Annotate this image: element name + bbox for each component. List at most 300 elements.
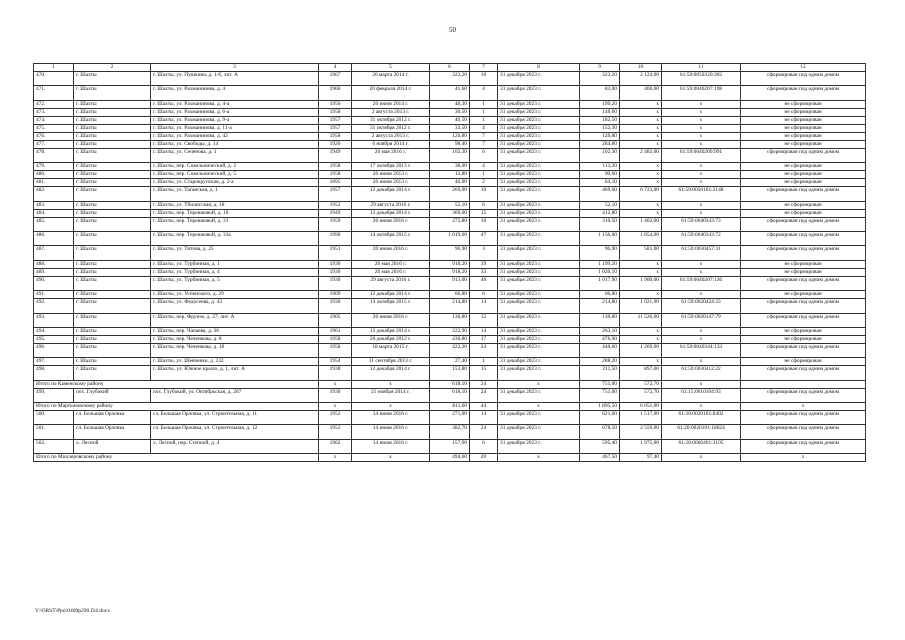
- table-cell: 31 декабря 2023 г.: [498, 231, 580, 245]
- table-cell: 471.: [34, 86, 74, 100]
- table-cell: х: [620, 108, 662, 116]
- table-cell: 182,50: [580, 116, 620, 124]
- table-cell: не сформирован: [741, 179, 866, 187]
- table-cell: 14 июня 2016 г.: [352, 411, 430, 425]
- table-cell: сформирован под одним домом: [741, 72, 866, 86]
- table-cell: 39: [470, 260, 498, 268]
- table-cell: 494.: [34, 327, 74, 335]
- table-cell: 61:20:0020101:18624: [662, 425, 741, 439]
- table-cell: 469,60: [580, 187, 620, 201]
- table-cell: 222,90: [430, 327, 470, 335]
- table-row: [34, 201, 866, 209]
- table-row: [34, 171, 866, 179]
- table-cell: 595,40: [580, 439, 620, 453]
- table-cell: 477.: [34, 140, 74, 148]
- table-cell: х: [662, 132, 741, 140]
- table-cell: 1 854,00: [620, 231, 662, 245]
- table-cell: сформирован под одним домом: [741, 411, 866, 425]
- column-header: 10: [620, 64, 662, 72]
- table-cell: не сформирован: [741, 358, 866, 366]
- table-cell: 400,00: [620, 86, 662, 100]
- table-cell: 1949: [319, 209, 352, 217]
- table-cell: 1 462,00: [620, 217, 662, 231]
- table-cell: сформирован под одним домом: [741, 187, 866, 201]
- subtotal-cell: х: [352, 454, 430, 462]
- table-row: [34, 163, 866, 171]
- table-cell: не сформирован: [741, 108, 866, 116]
- table-cell: не сформирован: [741, 201, 866, 209]
- table-cell: х: [620, 116, 662, 124]
- table-cell: г. Шахты, ул. Федосеева, д. 43: [151, 299, 319, 313]
- table-cell: 20 июня 2016 г.: [352, 313, 430, 327]
- table-cell: не сформирован: [741, 291, 866, 299]
- table-cell: 31 декабря 2023 г.: [498, 140, 580, 148]
- table-cell: 33: [470, 268, 498, 276]
- table-cell: 31 декабря 2023 г.: [498, 335, 580, 343]
- table-cell: сформирован под одним домом: [741, 231, 866, 245]
- column-header: 9: [580, 64, 620, 72]
- table-cell: г. Шахты: [74, 366, 151, 380]
- table-cell: х: [662, 163, 741, 171]
- table-cell: пос. Глубокий: [74, 388, 151, 402]
- table-cell: 618,10: [430, 388, 470, 402]
- table-cell: 26 марта 2014 г.: [352, 72, 430, 86]
- table-cell: пос. Глубокий, ул. Октябрьская, д. 207: [151, 388, 319, 402]
- table-cell: х: [620, 163, 662, 171]
- table-cell: 485.: [34, 217, 74, 231]
- table-row: [34, 299, 866, 313]
- table-cell: 918,20: [430, 268, 470, 276]
- table-cell: 1958: [319, 343, 352, 357]
- table-cell: 96,90: [580, 246, 620, 260]
- table-cell: 31 декабря 2023 г.: [498, 299, 580, 313]
- table-cell: 157,90: [430, 439, 470, 453]
- table-cell: 6: [470, 291, 498, 299]
- table-cell: г. Шахты: [74, 108, 151, 116]
- table-cell: 31 декабря 2023 г.: [498, 163, 580, 171]
- table-cell: 90,60: [580, 171, 620, 179]
- table-row: [34, 217, 866, 231]
- table-cell: х: [620, 100, 662, 108]
- table-cell: х: [662, 260, 741, 268]
- table-cell: х: [662, 108, 741, 116]
- table-row: [34, 388, 866, 402]
- table-cell: 482.: [34, 187, 74, 201]
- table-cell: 489.: [34, 268, 74, 276]
- table-cell: 31 декабря 2023 г.: [498, 327, 580, 335]
- table-cell: 1 156,00: [580, 231, 620, 245]
- table-cell: г. Шахты: [74, 201, 151, 209]
- table-cell: х: [620, 260, 662, 268]
- table-cell: х: [662, 327, 741, 335]
- table-cell: 46: [470, 276, 498, 290]
- table-cell: 288,20: [580, 358, 620, 366]
- table-cell: 1: [470, 116, 498, 124]
- column-header: 7: [470, 64, 498, 72]
- table-cell: 14 октября 2015 г.: [352, 231, 430, 245]
- table-cell: 61:15:0010104:93: [662, 388, 741, 402]
- table-cell: 1967: [319, 72, 352, 86]
- table-cell: 31 октября 2012 г.: [352, 116, 430, 124]
- table-row: [34, 411, 866, 425]
- table-cell: 2 483,00: [620, 148, 662, 162]
- table-cell: г. Шахты, ул. Рахманинова, д. 42: [151, 132, 319, 140]
- table-cell: 412,80: [580, 209, 620, 217]
- table-cell: х: [662, 140, 741, 148]
- table-cell: 31 декабря 2023 г.: [498, 343, 580, 357]
- table-cell: х: [662, 209, 741, 217]
- table-row: [34, 209, 866, 217]
- table-cell: 478.: [34, 148, 74, 162]
- table-cell: г. Шахты, ул. Рахманинова, д. 11-а: [151, 124, 319, 132]
- table-cell: 17: [470, 335, 498, 343]
- table-cell: не сформирован: [741, 171, 866, 179]
- table-row: [34, 366, 866, 380]
- table-cell: г. Шахты: [74, 72, 151, 86]
- table-cell: г. Шахты: [74, 246, 151, 260]
- table-cell: 6 ноября 2014 г.: [352, 140, 430, 148]
- table-cell: г. Шахты: [74, 100, 151, 108]
- table-cell: г. Шахты: [74, 179, 151, 187]
- table-cell: сформирован под одним домом: [741, 217, 866, 231]
- table-cell: х: [620, 335, 662, 343]
- table-cell: 146,60: [580, 108, 620, 116]
- table-cell: 491.: [34, 291, 74, 299]
- table-cell: 502.: [34, 439, 74, 453]
- table-cell: г. Шахты, пер. Чеченкова, д. 18: [151, 343, 319, 357]
- table-cell: 31 октября 2012 г.: [352, 124, 430, 132]
- table-cell: 66,80: [430, 291, 470, 299]
- table-cell: 1 975,00: [620, 439, 662, 453]
- table-row: [34, 358, 866, 366]
- table-cell: г. Шахты: [74, 299, 151, 313]
- table-cell: 751,00: [580, 388, 620, 402]
- table-cell: сл. Большая Орловка, ул. Строительная, д. 11: [151, 411, 319, 425]
- table-cell: 15: [470, 209, 498, 217]
- subtotal-label: Итого по Мартыновскому району: [34, 403, 319, 411]
- table-cell: г. Шахты, ул. Титова, д. 25: [151, 246, 319, 260]
- table-cell: 1938: [319, 366, 352, 380]
- table-cell: г. Шахты: [74, 148, 151, 162]
- table-cell: 487.: [34, 246, 74, 260]
- table-cell: г. Шахты: [74, 217, 151, 231]
- column-header: 2: [74, 64, 151, 72]
- table-cell: г. Шахты: [74, 132, 151, 140]
- table-cell: х: [662, 124, 741, 132]
- subtotal-row: [34, 454, 866, 462]
- table-cell: 61:59:0040344:133: [662, 343, 741, 357]
- table-cell: 41,60: [430, 86, 470, 100]
- table-cell: 483.: [34, 201, 74, 209]
- table-row: [34, 124, 866, 132]
- table-cell: 369,60: [430, 209, 470, 217]
- table-cell: 61:59:0050320:302: [662, 72, 741, 86]
- table-cell: 31 декабря 2023 г.: [498, 86, 580, 100]
- table-cell: 1960: [319, 86, 352, 100]
- table-cell: 1958: [319, 335, 352, 343]
- table-cell: сформирован под одним домом: [741, 246, 866, 260]
- table-row: [34, 187, 866, 201]
- table-cell: 31 декабря 2023 г.: [498, 209, 580, 217]
- table-cell: г. Шахты, ул. Тбилисская, д. 18: [151, 201, 319, 209]
- table-cell: сл. Большая Орловка: [74, 425, 151, 439]
- subtotal-cell: х: [319, 380, 352, 388]
- table-cell: 422,30: [430, 343, 470, 357]
- table-cell: 1: [470, 171, 498, 179]
- table-cell: г. Шахты: [74, 187, 151, 201]
- table-cell: 52,10: [580, 201, 620, 209]
- table-cell: 214,80: [430, 299, 470, 313]
- table-cell: 572,70: [620, 388, 662, 402]
- table-cell: 472.: [34, 100, 74, 108]
- table-cell: 271,00: [430, 411, 470, 425]
- table-cell: х: [620, 268, 662, 276]
- table-cell: 1951: [319, 246, 352, 260]
- table-row: [34, 425, 866, 439]
- footer-path: Y:\ORST\Ppo\0409p290.f24.docx: [35, 608, 110, 614]
- table-row: [34, 72, 866, 86]
- table-cell: 61:59:0040343:73: [662, 217, 741, 231]
- table-cell: сформирован под одним домом: [741, 148, 866, 162]
- table-cell: 1905: [319, 313, 352, 327]
- table-cell: 1958: [319, 132, 352, 140]
- subtotal-label: Итого по Миллеровскому району: [34, 454, 319, 462]
- table-cell: 17 октября 2013 г.: [352, 163, 430, 171]
- table-cell: сформирован под одним домом: [741, 366, 866, 380]
- table-cell: 488.: [34, 260, 74, 268]
- subtotal-row: [34, 403, 866, 411]
- table-cell: 2 124,00: [620, 72, 662, 86]
- table-cell: х: [662, 268, 741, 276]
- table-cell: 61:59:0040343:72: [662, 231, 741, 245]
- table-cell: 31 декабря 2023 г.: [498, 217, 580, 231]
- table-cell: 20 июня 2013 г.: [352, 179, 430, 187]
- table-cell: 26 декабря 2012 г.: [352, 335, 430, 343]
- table-cell: 46,00: [430, 179, 470, 187]
- table-cell: 61:59:0020424:23: [662, 299, 741, 313]
- table-cell: г. Шахты, пер. Сокольнический, д. 2: [151, 163, 319, 171]
- subtotal-cell: х: [662, 454, 741, 462]
- table-cell: 1952: [319, 201, 352, 209]
- table-cell: 61:59:0020147:79: [662, 313, 741, 327]
- table-cell: х: [662, 335, 741, 343]
- subtotal-cell: х: [498, 403, 580, 411]
- table-cell: г. Шахты: [74, 124, 151, 132]
- table-cell: 64,10: [580, 179, 620, 187]
- table-cell: 484.: [34, 209, 74, 217]
- table-cell: 1954: [319, 358, 352, 366]
- table-cell: 1: [470, 358, 498, 366]
- table-cell: г. Шахты, пер. Терешковой, д. 33а: [151, 231, 319, 245]
- table-cell: 480.: [34, 171, 74, 179]
- table-cell: 48,30: [430, 100, 470, 108]
- table-cell: 24: [470, 388, 498, 402]
- table-cell: х: [620, 327, 662, 335]
- table-cell: 1 026,10: [580, 268, 620, 276]
- table-cell: 24: [470, 425, 498, 439]
- table-cell: г. Шахты, ул. Турбинная, д. 5: [151, 276, 319, 290]
- table-cell: 1930: [319, 388, 352, 402]
- table-row: [34, 327, 866, 335]
- table-cell: не сформирован: [741, 124, 866, 132]
- table-cell: сл. Большая Орловка: [74, 411, 151, 425]
- table-cell: 61:59:0040207:136: [662, 276, 741, 290]
- table-cell: х: [620, 132, 662, 140]
- table-cell: 31 декабря 2023 г.: [498, 246, 580, 260]
- table-cell: х: [620, 358, 662, 366]
- table-cell: г. Шахты, ул. Рахманинова, д. 4-а: [151, 100, 319, 108]
- table-cell: 499.: [34, 388, 74, 402]
- table-cell: 24: [470, 343, 498, 357]
- column-header: 12: [741, 64, 866, 72]
- table-cell: 1958: [319, 171, 352, 179]
- table-cell: 31 декабря 2023 г.: [498, 148, 580, 162]
- table-cell: г. Шахты, ул. Старокрупская, д. 2-а: [151, 179, 319, 187]
- subtotal-cell: х: [319, 403, 352, 411]
- table-cell: 31 декабря 2023 г.: [498, 388, 580, 402]
- table-cell: 473.: [34, 108, 74, 116]
- table-cell: 31 декабря 2023 г.: [498, 187, 580, 201]
- table-cell: х: [620, 179, 662, 187]
- table-row: [34, 108, 866, 116]
- table-cell: г. Шахты, пер. Чеченкова, д. 8: [151, 335, 319, 343]
- table-cell: х: [620, 124, 662, 132]
- table-cell: 33,50: [430, 124, 470, 132]
- table-cell: 1952: [319, 425, 352, 439]
- table-cell: 6: [470, 439, 498, 453]
- table-cell: г. Шахты, ул. Рахманинова, д. 9-а: [151, 116, 319, 124]
- table-cell: 4: [470, 124, 498, 132]
- table-cell: 1: [470, 100, 498, 108]
- table-cell: 479.: [34, 163, 74, 171]
- table-cell: 61:59:0030457:31: [662, 246, 741, 260]
- table-cell: 4: [470, 163, 498, 171]
- table-cell: г. Шахты, ул. Свободы, д. 14: [151, 140, 319, 148]
- table-cell: 1962: [319, 439, 352, 453]
- table-cell: 493.: [34, 313, 74, 327]
- table-cell: 14: [470, 299, 498, 313]
- page-number: 50: [449, 26, 456, 34]
- table-cell: 27,40: [430, 358, 470, 366]
- table-row: [34, 335, 866, 343]
- table-row: [34, 140, 866, 148]
- table-cell: 1959: [319, 217, 352, 231]
- table-cell: 31 декабря 2023 г.: [498, 171, 580, 179]
- table-cell: 12 декабря 2014 г.: [352, 209, 430, 217]
- table-cell: 2 августа 2013 г.: [352, 132, 430, 140]
- table-cell: 120,80: [580, 132, 620, 140]
- subtotal-row: [34, 380, 866, 388]
- table-cell: 1 517,00: [620, 411, 662, 425]
- table-cell: 113,30: [580, 163, 620, 171]
- table-cell: 152,30: [580, 124, 620, 132]
- table-cell: 61:59:0050101:2148: [662, 187, 741, 201]
- table-cell: 1952: [319, 411, 352, 425]
- table-cell: г. Шахты: [74, 358, 151, 366]
- table-cell: 31 декабря 2023 г.: [498, 358, 580, 366]
- table-row: [34, 291, 866, 299]
- table-cell: сформирован под одним домом: [741, 313, 866, 327]
- table-cell: 31 декабря 2023 г.: [498, 116, 580, 124]
- table-cell: г. Шахты: [74, 276, 151, 290]
- table-cell: 102,30: [430, 148, 470, 162]
- table-cell: г. Шахты, ул. Успенского, д. 29: [151, 291, 319, 299]
- table-cell: 31 декабря 2023 г.: [498, 124, 580, 132]
- table-cell: х. Лесной, пер. Степной, д. 4: [151, 439, 319, 453]
- table-cell: 31 декабря 2023 г.: [498, 276, 580, 290]
- table-cell: 621,60: [580, 411, 620, 425]
- table-cell: не сформирован: [741, 260, 866, 268]
- table-cell: г. Шахты, ул. Турбинная, д. 4: [151, 268, 319, 276]
- table-cell: сформирован под одним домом: [741, 299, 866, 313]
- table-row: [34, 260, 866, 268]
- table-cell: 61:59:0040209:991: [662, 148, 741, 162]
- table-cell: 2: [470, 179, 498, 187]
- subtotal-cell: 1 895,50: [580, 403, 620, 411]
- table-cell: сформирован под одним домом: [741, 86, 866, 100]
- table-cell: 14 октября 2015 г.: [352, 299, 430, 313]
- table-cell: не сформирован: [741, 140, 866, 148]
- table-cell: 2 августа 2013 г.: [352, 108, 430, 116]
- table-cell: 31 декабря 2023 г.: [498, 201, 580, 209]
- table-cell: 20 июня 2013 г.: [352, 171, 430, 179]
- table-cell: 61:20:0020101:8402: [662, 411, 741, 425]
- table-cell: 1 021,00: [620, 299, 662, 313]
- column-header: 1: [34, 64, 74, 72]
- table-cell: 497.: [34, 358, 74, 366]
- table-cell: 918,20: [430, 260, 470, 268]
- table-cell: 1949: [319, 148, 352, 162]
- table-cell: х: [620, 291, 662, 299]
- table-cell: 15: [470, 366, 498, 380]
- table-cell: 7: [470, 132, 498, 140]
- table-cell: 11 526,00: [620, 313, 662, 327]
- table-cell: 1909: [319, 291, 352, 299]
- table-cell: сформирован под одним домом: [741, 388, 866, 402]
- subtotal-cell: [741, 380, 866, 388]
- table-cell: 14: [470, 327, 498, 335]
- table-cell: 430,80: [430, 335, 470, 343]
- table-row: [34, 439, 866, 453]
- table-cell: сформирован под одним домом: [741, 439, 866, 453]
- table-cell: г. Шахты: [74, 327, 151, 335]
- table-row: [34, 246, 866, 260]
- table-cell: не сформирован: [741, 100, 866, 108]
- table-cell: 20 июня 2016 г.: [352, 246, 430, 260]
- table-cell: 495.: [34, 335, 74, 343]
- table-cell: 16: [470, 217, 498, 231]
- table-cell: 14 июня 2016 г.: [352, 439, 430, 453]
- table-cell: 211,50: [580, 366, 620, 380]
- table-cell: 12 декабря 2014 г.: [352, 366, 430, 380]
- table-cell: 6: [470, 201, 498, 209]
- table-cell: г. Шахты: [74, 260, 151, 268]
- table-cell: х: [662, 100, 741, 108]
- table-cell: не сформирован: [741, 327, 866, 335]
- table-cell: 31 декабря 2023 г.: [498, 132, 580, 140]
- table-cell: 1 900,00: [620, 276, 662, 290]
- table-cell: 12 декабря 2014 г.: [352, 187, 430, 201]
- subtotal-cell: х: [741, 403, 866, 411]
- table-cell: 29 августа 2016 г.: [352, 201, 430, 209]
- table-cell: 486.: [34, 231, 74, 245]
- table-cell: 481.: [34, 179, 74, 187]
- table-cell: 31 декабря 2023 г.: [498, 260, 580, 268]
- table-row: [34, 100, 866, 108]
- subtotal-cell: 97,40: [620, 454, 662, 462]
- table-cell: 1895: [319, 179, 352, 187]
- table-cell: 1961: [319, 327, 352, 335]
